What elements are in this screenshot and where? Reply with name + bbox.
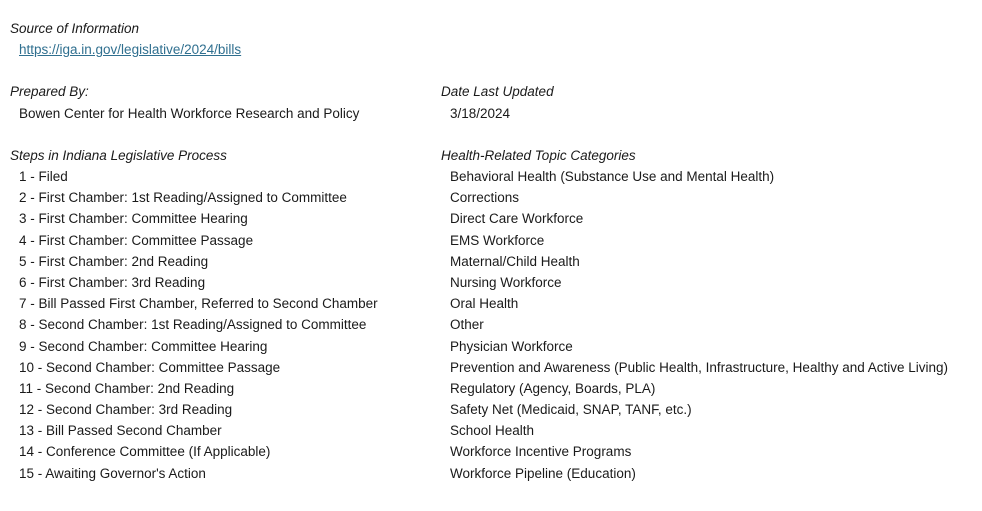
date-updated-value: 3/18/2024	[450, 106, 511, 121]
prepared-by-value: Bowen Center for Health Workforce Research and Policy	[19, 106, 360, 121]
topic-item: Workforce Pipeline (Education)	[450, 465, 636, 481]
step-item: 6 - First Chamber: 3rd Reading	[19, 274, 206, 290]
step-item: 15 - Awaiting Governor's Action	[19, 465, 206, 481]
step-item: 3 - First Chamber: Committee Hearing	[19, 211, 248, 227]
step-item: 8 - Second Chamber: 1st Reading/Assigned to Committee	[19, 317, 367, 333]
topic-item: Safety Net (Medicaid, SNAP, TANF, etc.)	[450, 402, 692, 418]
topic-item: EMS Workforce	[450, 232, 545, 248]
topic-item: Corrections	[450, 190, 520, 206]
step-item: 5 - First Chamber: 2nd Reading	[19, 253, 209, 269]
topic-item: Workforce Incentive Programs	[450, 444, 632, 460]
step-item: 11 - Second Chamber: 2nd Reading	[19, 380, 235, 396]
prepared-by-label: Prepared By:	[10, 84, 89, 99]
step-item: 4 - First Chamber: Committee Passage	[19, 232, 254, 248]
topic-item: Other	[450, 317, 484, 333]
topic-item: Maternal/Child Health	[450, 253, 580, 269]
topic-item: School Health	[450, 423, 535, 439]
step-item: 2 - First Chamber: 1st Reading/Assigned to Committee	[19, 190, 347, 206]
date-updated-label: Date Last Updated	[441, 84, 554, 99]
source-label: Source of Information	[10, 21, 140, 36]
steps-label: Steps in Indiana Legislative Process	[10, 148, 227, 163]
step-item: 1 - Filed	[19, 169, 68, 184]
topic-item: Oral Health	[450, 296, 519, 312]
step-item: 9 - Second Chamber: Committee Hearing	[19, 338, 268, 354]
steps-list	[19, 166, 378, 484]
topic-item: Prevention and Awareness (Public Health, Infrastructure, Healthy and Active Living)	[450, 359, 949, 375]
topic-item: Regulatory (Agency, Boards, PLA)	[450, 380, 656, 396]
topic-item: Direct Care Workforce	[450, 211, 584, 227]
topic-item: Nursing Workforce	[450, 274, 562, 290]
topic-item: Behavioral Health (Substance Use and Mental Health)	[450, 169, 775, 184]
topics-label: Health-Related Topic Categories	[441, 148, 636, 163]
topic-item: Physician Workforce	[450, 338, 573, 354]
source-link[interactable]: https://iga.in.gov/legislative/2024/bills	[19, 42, 242, 57]
step-item: 13 - Bill Passed Second Chamber	[19, 423, 222, 439]
step-item: 12 - Second Chamber: 3rd Reading	[19, 402, 233, 418]
step-item: 10 - Second Chamber: Committee Passage	[19, 359, 281, 375]
topics-list	[450, 166, 948, 484]
step-item: 7 - Bill Passed First Chamber, Referred to Second Chamber	[19, 296, 378, 312]
step-item: 14 - Conference Committee (If Applicable)	[19, 444, 271, 460]
